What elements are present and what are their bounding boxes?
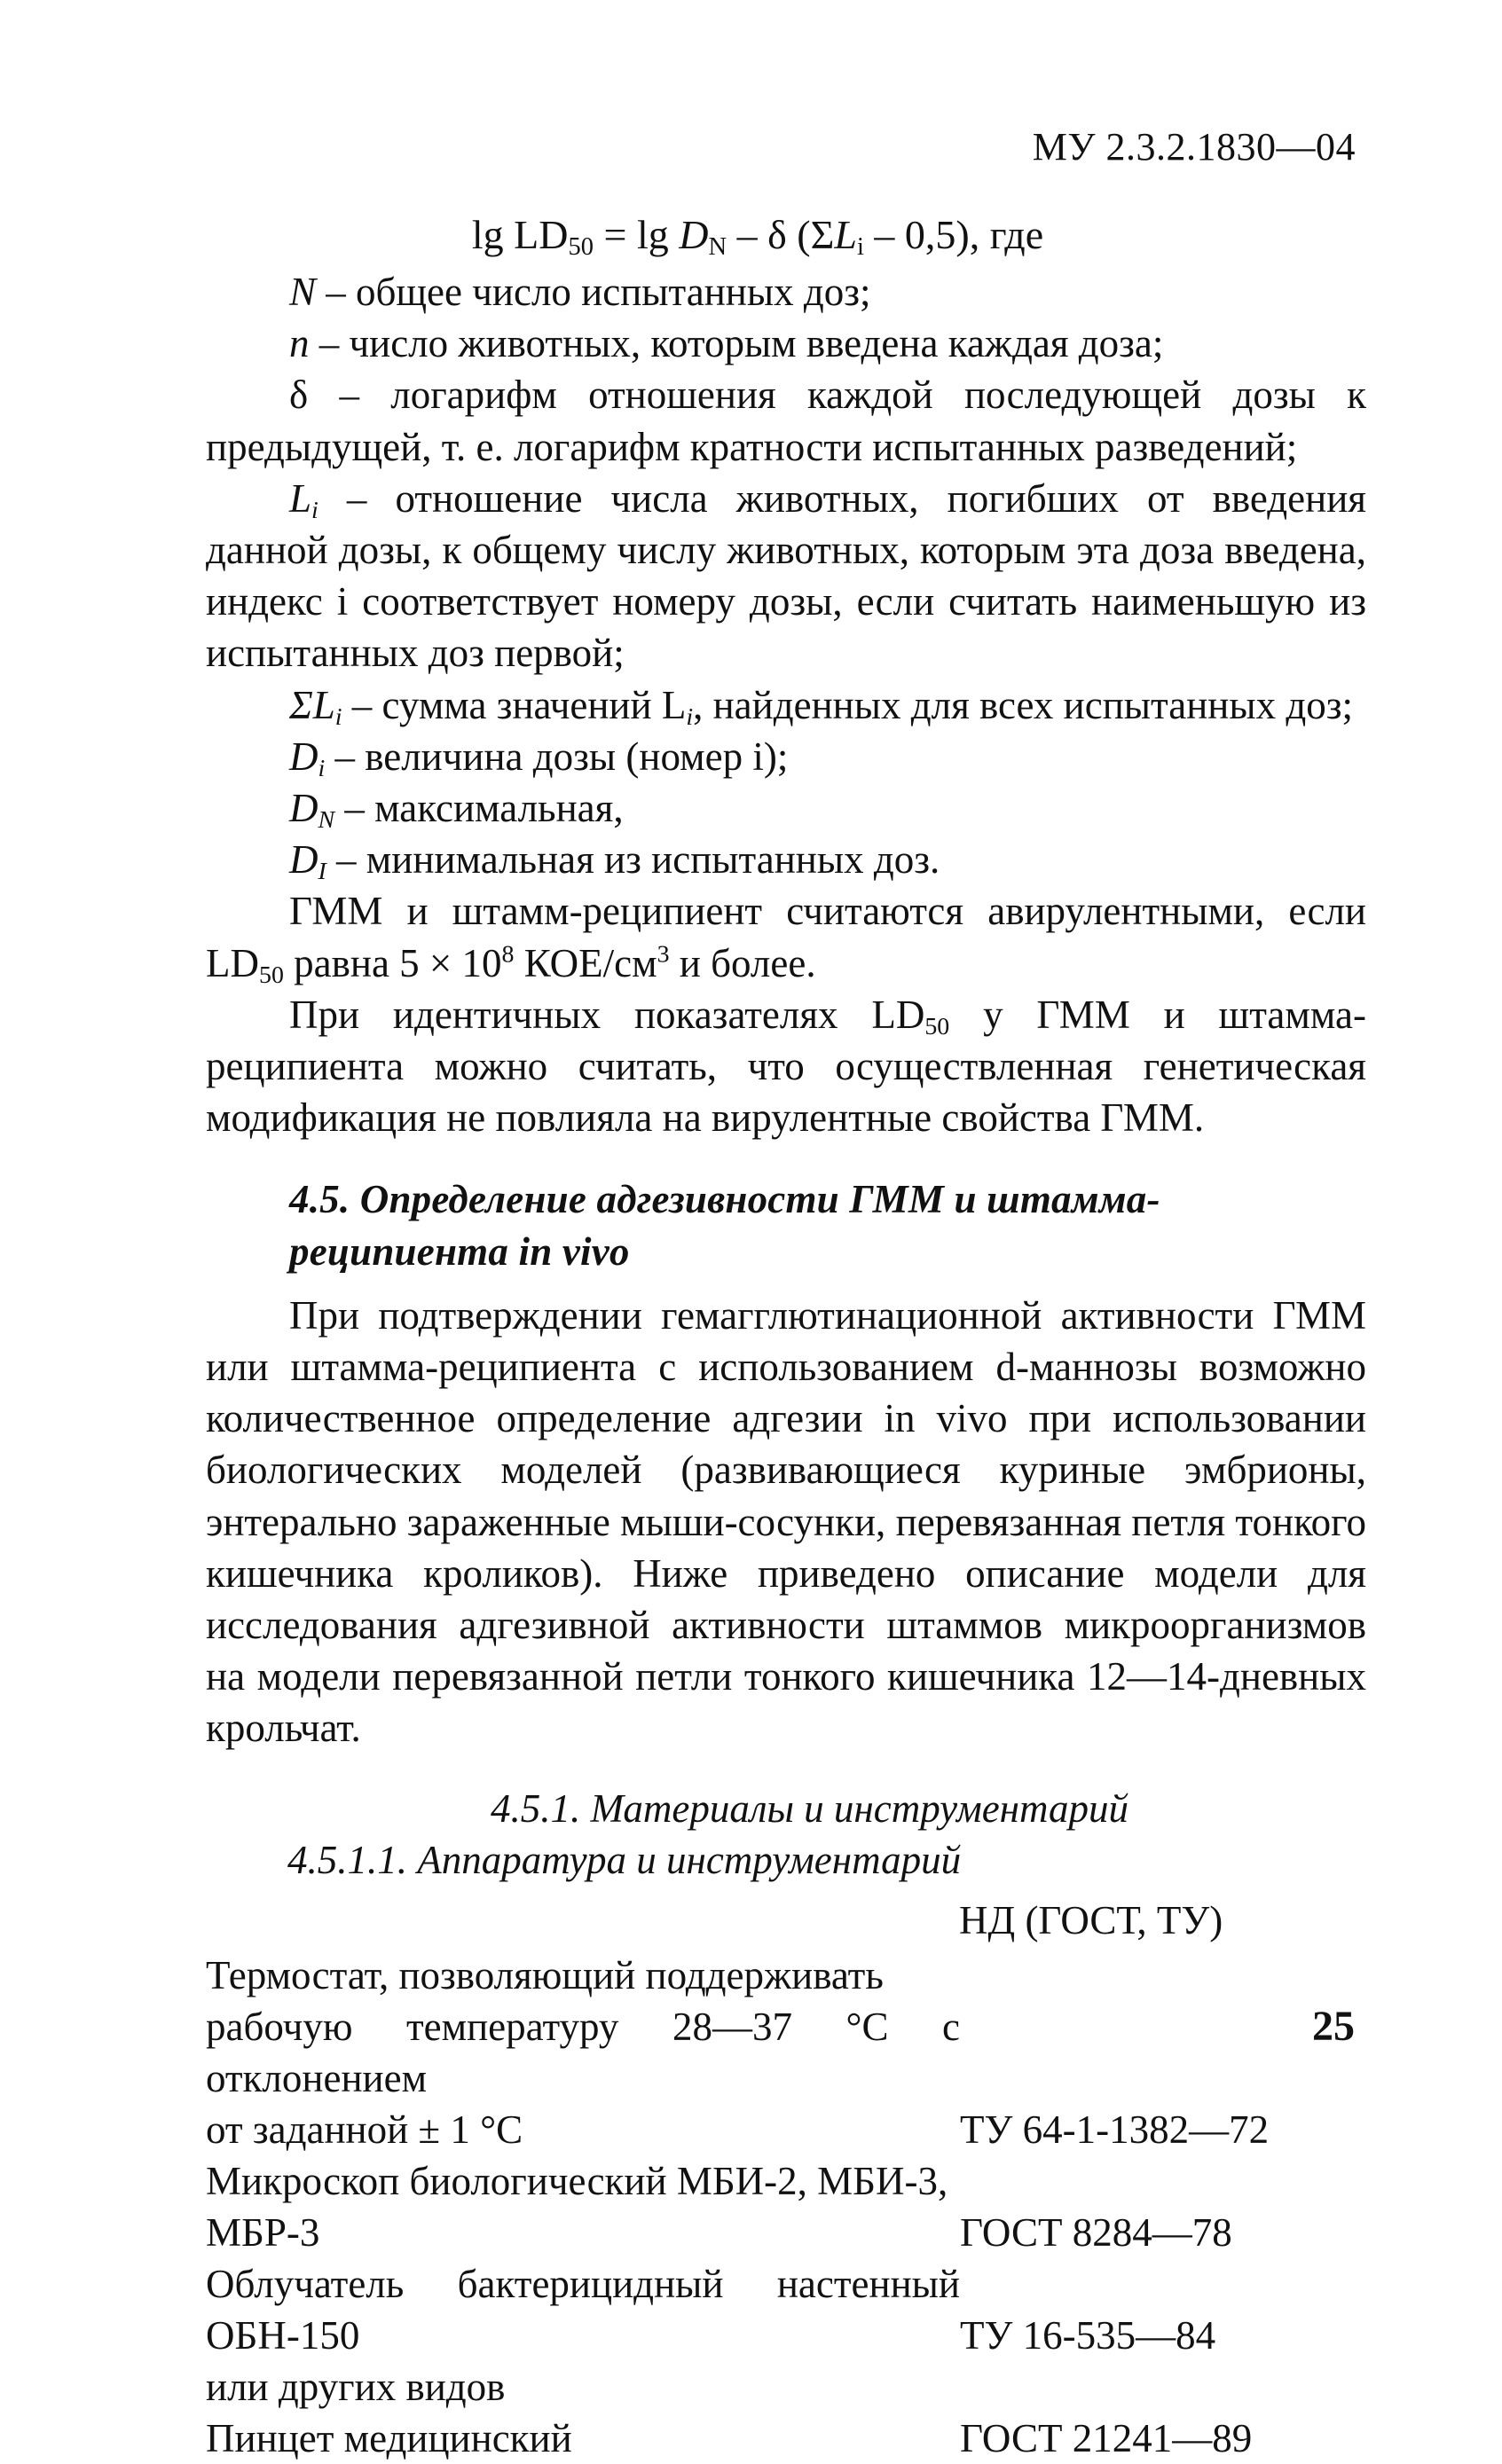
equipment-name-line: МБР-3 bbox=[206, 2210, 320, 2256]
document-body bbox=[206, 266, 1366, 2464]
definition-text: – число животных, которым введена каждая доза; bbox=[309, 321, 1164, 366]
symbol: N bbox=[289, 270, 317, 314]
formula-ld-subscript: 50 bbox=[568, 233, 594, 262]
definition-text: – общее число испытанных доз; bbox=[316, 270, 871, 314]
table-row bbox=[206, 1950, 1366, 2001]
formula-rest: – δ (Σ bbox=[727, 212, 835, 257]
definition-dl bbox=[206, 834, 1366, 885]
superscript: 3 bbox=[657, 939, 670, 968]
nd-cell-empty bbox=[960, 1950, 1366, 2001]
symbol: D bbox=[289, 786, 318, 831]
symbol: ΣL bbox=[289, 682, 335, 727]
equipment-nd: ТУ 64-1-1382—72 bbox=[960, 2107, 1270, 2153]
equipment-name-line: или других видов bbox=[206, 2365, 506, 2410]
symbol: n bbox=[289, 321, 310, 366]
symbol-subscript: N bbox=[318, 806, 335, 834]
equipment-table bbox=[206, 1950, 1366, 2464]
equipment-nd: ТУ 16-535—84 bbox=[960, 2313, 1216, 2358]
paragraph-identical-ld50 bbox=[206, 989, 1366, 1144]
section-heading-4-5: 4.5. Определение адгезивности ГММ и штамма-реципиента in vivo bbox=[289, 1177, 1160, 1274]
table-row bbox=[206, 2001, 1366, 2104]
subscript: 50 bbox=[259, 961, 284, 989]
text: КОЕ/см bbox=[514, 940, 657, 985]
nd-cell-empty bbox=[960, 2001, 1366, 2104]
document-code-header: МУ 2.3.2.1830—04 bbox=[1032, 125, 1356, 169]
equipment-name-line: Термостат, позволяющий поддерживать bbox=[206, 1953, 884, 1998]
definition-text: – величина дозы (номер i); bbox=[325, 734, 789, 779]
table-row bbox=[206, 2258, 1366, 2361]
equipment-name bbox=[206, 2207, 960, 2258]
equipment-name-line: Облучатель бактерицидный настенный ОБН-150 bbox=[206, 2262, 960, 2358]
symbol: D bbox=[289, 837, 318, 883]
equipment-name-line: от заданной ± 1 °С bbox=[206, 2107, 523, 2153]
symbol: D bbox=[289, 734, 318, 779]
symbol-subscript: I bbox=[318, 858, 326, 886]
text: у ГММ и штамма-реципиента можно считать, что осуществленная генетическая модификация не повлияла на вирулентные свойства ГММ. bbox=[206, 992, 1366, 1141]
equipment-name-line: Пинцет медицинский bbox=[206, 2416, 572, 2461]
equipment-nd: ГОСТ 8284—78 bbox=[960, 2210, 1232, 2256]
table-row bbox=[206, 2361, 1366, 2413]
formula-d-subscript: N bbox=[708, 233, 727, 262]
formula-l-subscript: i bbox=[856, 233, 864, 262]
equipment-name-line: Микроскоп биологический МБИ-2, МБИ-3, bbox=[206, 2159, 948, 2204]
equipment-name-line: рабочую температуру 28—37 °С с отклонением bbox=[206, 2005, 960, 2101]
equipment-name bbox=[206, 2155, 960, 2207]
symbol-subscript: i bbox=[334, 702, 342, 731]
nd-cell-empty bbox=[960, 2155, 1366, 2207]
definition-text: – минимальная из испытанных доз. bbox=[326, 837, 940, 883]
ld50-formula bbox=[0, 211, 1502, 262]
equipment-nd: ГОСТ 21241—89 bbox=[960, 2416, 1253, 2461]
definition-n-animals bbox=[206, 318, 1366, 369]
definition-di bbox=[206, 731, 1366, 782]
definition-text: – логарифм отношения каждой последующей дозы к предыдущей, т. е. логарифм кратности испытанных разведений; bbox=[206, 373, 1366, 469]
subscript: 50 bbox=[924, 1012, 950, 1040]
symbol-subscript: i bbox=[686, 702, 694, 731]
text: равна 5 × 10 bbox=[283, 940, 502, 985]
symbol-subscript: i bbox=[318, 754, 326, 782]
nd-column-header: НД (ГОСТ, ТУ) bbox=[959, 1898, 1223, 1943]
symbol-subscript: i bbox=[311, 496, 318, 524]
equipment-name bbox=[206, 1950, 960, 2001]
formula-tail: – 0,5), где bbox=[863, 212, 1044, 257]
table-row bbox=[206, 2207, 1366, 2258]
nd-cell-empty bbox=[960, 2361, 1366, 2413]
definition-sum-li bbox=[206, 679, 1366, 731]
formula-l: L bbox=[834, 212, 857, 257]
section-heading-4-5-1-1: 4.5.1.1. Аппаратура и инструментарий bbox=[287, 1837, 962, 1882]
superscript: 8 bbox=[501, 939, 515, 968]
definition-text: – сумма значений L bbox=[342, 682, 687, 727]
definition-text: – отношение числа животных, погибших от введения данной дозы, к общему числу животных, которым эта доза введена, индекс i соответствует номеру дозы, если считать наименьшую из испытанных доз первой; bbox=[206, 475, 1366, 676]
text: ГММ и штамм-реципиент считаются авирулентными, если LD bbox=[206, 889, 1366, 985]
table-row bbox=[206, 2104, 1366, 2155]
definition-n-total bbox=[206, 266, 1366, 318]
table-row bbox=[206, 2155, 1366, 2207]
equipment-name bbox=[206, 2258, 960, 2361]
equipment-name bbox=[206, 2001, 960, 2104]
section-heading-4-5-1: 4.5.1. Материалы и инструментарий bbox=[491, 1785, 1129, 1831]
definition-delta bbox=[206, 369, 1366, 472]
definition-dn bbox=[206, 782, 1366, 834]
formula-lg-ld: lg LD bbox=[471, 212, 569, 257]
symbol: δ bbox=[289, 373, 309, 418]
text: При идентичных показателях LD bbox=[289, 992, 925, 1037]
table-row bbox=[206, 2413, 1366, 2464]
equipment-name bbox=[206, 2413, 960, 2464]
equipment-name bbox=[206, 2361, 960, 2413]
paragraph-avirulent bbox=[206, 885, 1366, 988]
definition-text: – максимальная, bbox=[334, 786, 624, 831]
equipment-name bbox=[206, 2104, 960, 2155]
formula-d: D bbox=[679, 212, 709, 257]
formula-eq-lg: = lg bbox=[594, 212, 680, 257]
page-number: 25 bbox=[1312, 2003, 1355, 2050]
definition-text-tail: , найденных для всех испытанных доз; bbox=[693, 682, 1354, 727]
symbol: L bbox=[289, 475, 312, 521]
definition-li bbox=[206, 473, 1366, 679]
paragraph-4-5: При подтверждении гемагглютинационной активности ГММ или штамма-реципиента с использованием d-маннозы возможно количественное определение адгезии in vivo при использовании биологических моделей (развивающиеся куриные эмбрионы, энтерально зараженные мыши-сосунки, перевязанная петля тонкого кишечника кроликов). Ниже приведено описание модели для исследования адгезивной активности штаммов микроорганизмов на модели перевязанной петли тонкого кишечника 12—14-дневных крольчат. bbox=[206, 1292, 1366, 1751]
text: и более. bbox=[669, 940, 816, 985]
